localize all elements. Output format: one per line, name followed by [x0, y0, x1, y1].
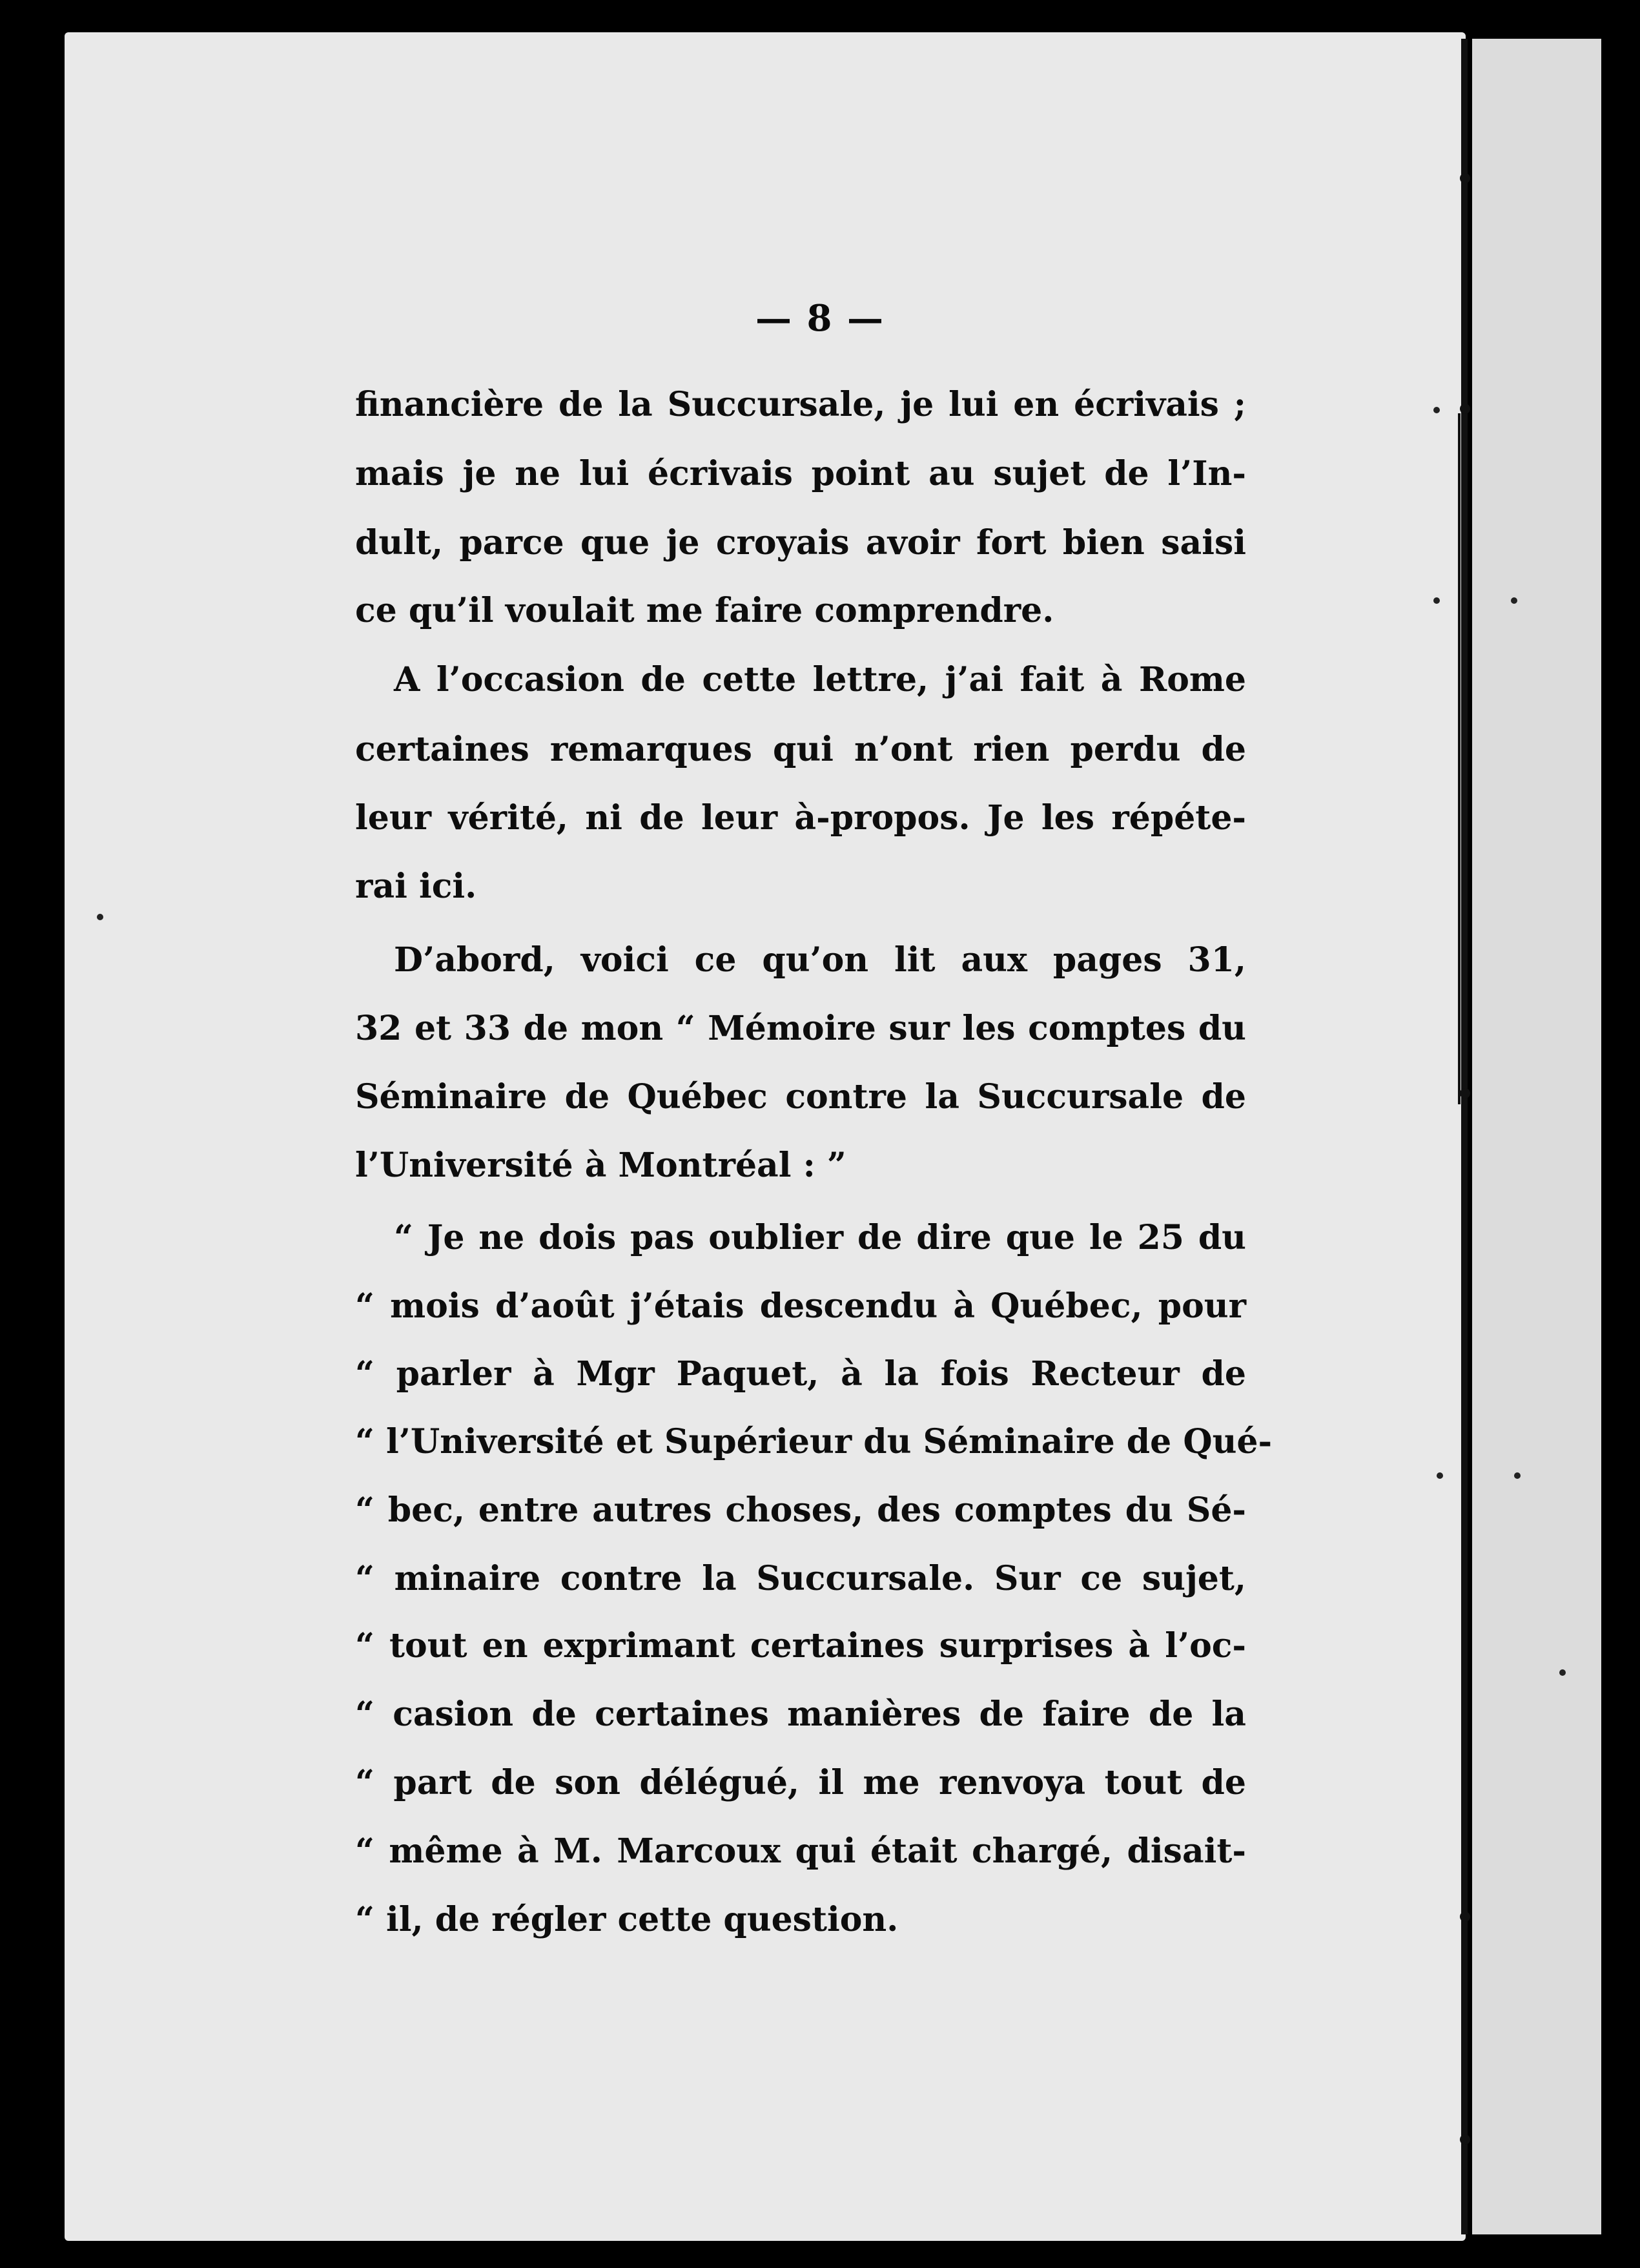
stray-mark [1514, 1472, 1521, 1479]
text-line: D’abord, voici ce qu’on lit aux pages 31, [394, 940, 1246, 980]
stray-mark [1433, 597, 1440, 604]
stray-mark [1511, 597, 1517, 604]
page-number: — 8 — [755, 297, 885, 340]
text-line: 32 et 33 de mon “ Mémoire sur les comptes du [355, 1009, 1246, 1048]
text-line: “ mois d’août j’étais descendu à Québec, pour [355, 1286, 1246, 1326]
text-line: “ tout en exprimant certaines surprises à l’oc- [355, 1626, 1246, 1665]
stray-mark [1437, 1472, 1443, 1479]
gutter-mark [1460, 2134, 1470, 2145]
text-line: financière de la Succursale, je lui en écrivais ; [355, 385, 1246, 424]
text-line: “ part de son délégué, il me renvoya tout de [355, 1763, 1246, 1802]
stray-mark [1559, 1669, 1566, 1676]
text-line: “ bec, entre autres choses, des comptes du Sé- [355, 1490, 1246, 1530]
text-line: l’Université à Montréal : ” [355, 1146, 846, 1185]
text-line: “ parler à Mgr Paquet, à la fois Recteur de [355, 1354, 1246, 1394]
text-line: “ même à M. Marcoux qui était chargé, disait- [355, 1831, 1246, 1871]
stray-mark [1433, 407, 1440, 413]
text-line: “ casion de certaines manières de faire de la [355, 1695, 1246, 1734]
text-line: A l’occasion de cette lettre, j’ai fait à Rome [394, 660, 1246, 699]
text-line: ce qu’il voulait me faire comprendre. [355, 591, 1054, 630]
gutter-mark [1460, 173, 1470, 183]
text-line: leur vérité, ni de leur à-propos. Je les répéte- [355, 798, 1246, 838]
text-line: “ l’Université et Supérieur du Séminaire de Qué- [355, 1422, 1273, 1461]
text-line: rai ici. [355, 867, 477, 906]
stray-mark [97, 914, 103, 920]
gutter-mark [1460, 404, 1470, 414]
text-line: “ Je ne dois pas oublier de dire que le 25 du [394, 1218, 1246, 1257]
text-line: dult, parce que je croyais avoir fort bien saisi [355, 523, 1246, 562]
text-line: Séminaire de Québec contre la Succursale de [355, 1077, 1246, 1117]
gutter-mark [1460, 1088, 1470, 1098]
text-line: “ il, de régler cette question. [355, 1900, 899, 1939]
adjacent-page-edge [1472, 39, 1601, 2234]
text-line: certaines remarques qui n’ont rien perdu de [355, 730, 1246, 769]
text-line: “ minaire contre la Succursale. Sur ce sujet, [355, 1559, 1246, 1598]
text-line: mais je ne lui écrivais point au sujet de l’In- [355, 454, 1246, 493]
page-gutter-line [1461, 39, 1468, 2234]
gutter-mark [1460, 1912, 1470, 1922]
page-gutter-inner-line [1458, 413, 1461, 1104]
